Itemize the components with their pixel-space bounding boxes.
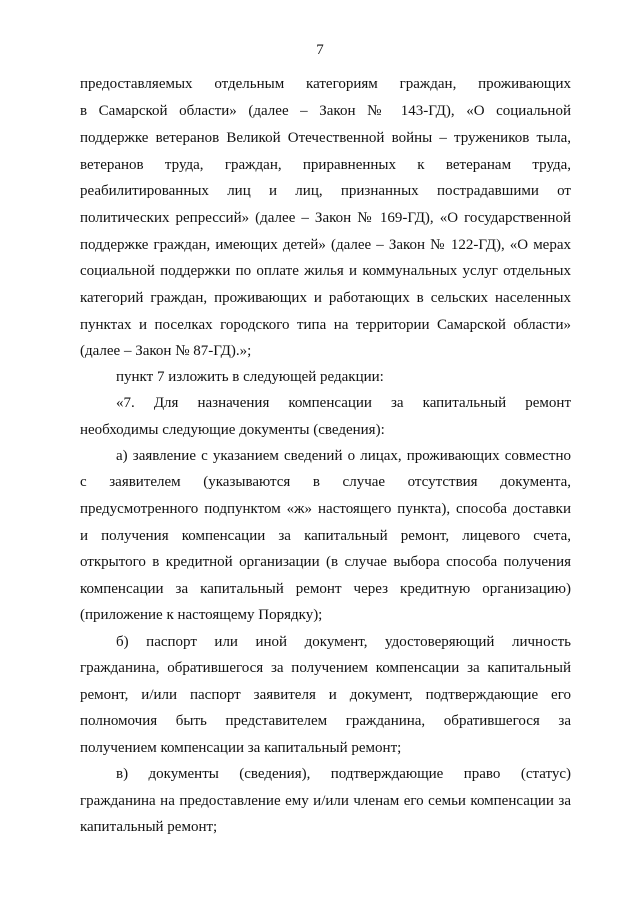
text-line: капитальный ремонт; [80,819,218,835]
text-line: гражданина на предоставление ему и/или членам его семьи компенсации за [80,793,571,809]
text-line: предоставляемых отдельным категориям граждан, проживающих [80,76,571,92]
text-line: компенсации за капитальный ремонт через кредитную организацию) [80,581,571,597]
text-line: в Самарской области» (далее – Закон № 143-ГД), «О социальной [80,103,571,119]
text-line: пункт 7 изложить в следующей редакции: [116,369,384,385]
text-line: в) документы (сведения), подтверждающие право (статус) [116,766,571,782]
text-line: «7. Для назначения компенсации за капитальный ремонт [116,395,571,411]
text-line: и получения компенсации за капитальный ремонт, лицевого счета, [80,528,571,544]
text-line: политических репрессий» (далее – Закон № 169-ГД), «О государственной [80,210,571,226]
text-line: полномочия быть представителем гражданина, обратившегося за [80,713,571,729]
text-line: поддержке ветеранов Великой Отечественной войны – тружеников тыла, [80,130,571,146]
text-line: ремонт, и/или паспорт заявителя и документ, подтверждающие его [80,687,571,703]
text-line: (далее – Закон № 87-ГД).»; [80,343,252,359]
text-line: гражданина, обратившегося за получением компенсации за капитальный [80,660,571,676]
text-line: получением компенсации за капитальный ремонт; [80,740,402,756]
page-number: 7 [316,42,324,58]
text-line: поддержке граждан, имеющих детей» (далее – Закон № 122-ГД), «О мерах [80,237,571,253]
text-line: пунктах и поселках городского типа на территории Самарской области» [80,317,571,333]
text-line: реабилитированных лиц и лиц, признанных пострадавшими от [80,183,571,199]
text-line: с заявителем (указываются в случае отсутствия документа, [80,474,571,490]
text-line: ветеранов труда, граждан, приравненных к ветеранам труда, [80,157,571,173]
text-line: социальной поддержки по оплате жилья и коммунальных услуг отдельных [80,263,571,279]
text-line: необходимы следующие документы (сведения): [80,422,385,438]
text-line: открытого в кредитной организации (в случае выбора способа получения [80,554,571,570]
text-line: б) паспорт или иной документ, удостоверяющий личность [116,634,571,650]
text-line: (приложение к настоящему Порядку); [80,607,323,623]
text-line: предусмотренного подпунктом «ж» настоящего пункта), способа доставки [80,501,571,517]
text-line: категорий граждан, проживающих и работающих в сельских населенных [80,290,571,306]
text-line: а) заявление с указанием сведений о лицах, проживающих совместно [116,448,571,464]
